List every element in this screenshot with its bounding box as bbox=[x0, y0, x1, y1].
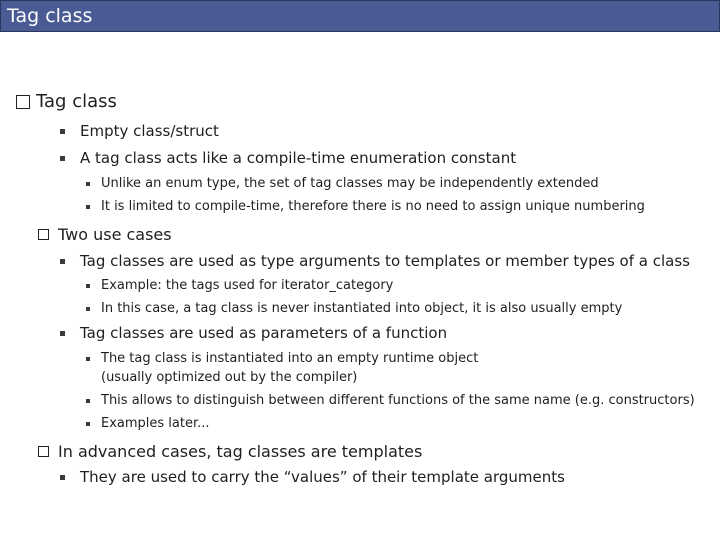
bullet-l3-distinguish-functions bbox=[86, 392, 695, 409]
bullet-text: Unlike an enum type, the set of tag classes may be independently extended bbox=[101, 176, 599, 191]
bullet-text: The tag class is instantiated into an empty runtime object bbox=[101, 351, 479, 366]
square-bullet-icon bbox=[60, 331, 65, 336]
bullet-l2-enum-constant bbox=[60, 149, 516, 168]
bullet-text: This allows to distinguish between different functions of the same name (e.g. constructors) bbox=[101, 393, 695, 408]
bullet-l2-carry-values bbox=[60, 468, 565, 487]
square-bullet-icon bbox=[60, 259, 65, 264]
bullet-text: Example: the tags used for iterator_category bbox=[101, 278, 394, 293]
bullet-l3-enum-extended bbox=[86, 175, 599, 192]
bullet-text: In advanced cases, tag classes are templates bbox=[58, 442, 423, 461]
square-bullet-icon bbox=[86, 284, 90, 288]
square-bullet-icon bbox=[86, 399, 90, 403]
square-bullet-icon bbox=[60, 475, 65, 480]
square-bullet-icon bbox=[60, 129, 65, 134]
bullet-text: Examples later... bbox=[101, 416, 210, 431]
bullet-text: It is limited to compile-time, therefore there is no need to assign unique numbering bbox=[101, 199, 645, 214]
bullet-two-use-cases bbox=[38, 224, 172, 244]
bullet-l1-tag-class bbox=[16, 91, 117, 113]
square-bullet-icon bbox=[86, 357, 90, 361]
bullet-l3-compile-time bbox=[86, 198, 645, 215]
checkbox-bullet-icon bbox=[38, 229, 49, 240]
bullet-text: Tag classes are used as parameters of a function bbox=[80, 324, 448, 342]
bullet-l3-runtime-object bbox=[86, 350, 478, 367]
bullet-advanced-cases bbox=[38, 441, 422, 461]
square-bullet-icon bbox=[86, 205, 90, 209]
bullet-text: Two use cases bbox=[58, 225, 172, 244]
square-bullet-icon bbox=[60, 156, 65, 161]
bullet-l2-function-parameters bbox=[60, 324, 447, 343]
square-bullet-icon bbox=[86, 182, 90, 186]
square-bullet-icon bbox=[86, 307, 90, 311]
bullet-l3-iterator-category bbox=[86, 277, 393, 294]
bullet-l2-type-arguments bbox=[60, 252, 690, 271]
bullet-text: They are used to carry the “values” of their template arguments bbox=[80, 468, 565, 486]
checkbox-bullet-icon bbox=[16, 95, 30, 109]
bullet-text: Tag classes are used as type arguments to templates or member types of a class bbox=[80, 252, 690, 270]
bullet-l3-continuation bbox=[101, 369, 357, 386]
bullet-text: A tag class acts like a compile-time enumeration constant bbox=[80, 149, 517, 167]
bullet-text: In this case, a tag class is never instantiated into object, it is also usually empty bbox=[101, 301, 623, 316]
bullet-text: (usually optimized out by the compiler) bbox=[101, 370, 358, 385]
bullet-text: Tag class bbox=[36, 91, 117, 112]
title-bar bbox=[0, 0, 720, 32]
bullet-text: Empty class/struct bbox=[80, 122, 219, 140]
checkbox-bullet-icon bbox=[38, 446, 49, 457]
bullet-l2-empty-class bbox=[60, 122, 219, 141]
bullet-l3-examples-later bbox=[86, 415, 210, 432]
slide-title: Tag class bbox=[7, 5, 93, 27]
bullet-l3-never-instantiated bbox=[86, 300, 622, 317]
square-bullet-icon bbox=[86, 422, 90, 426]
